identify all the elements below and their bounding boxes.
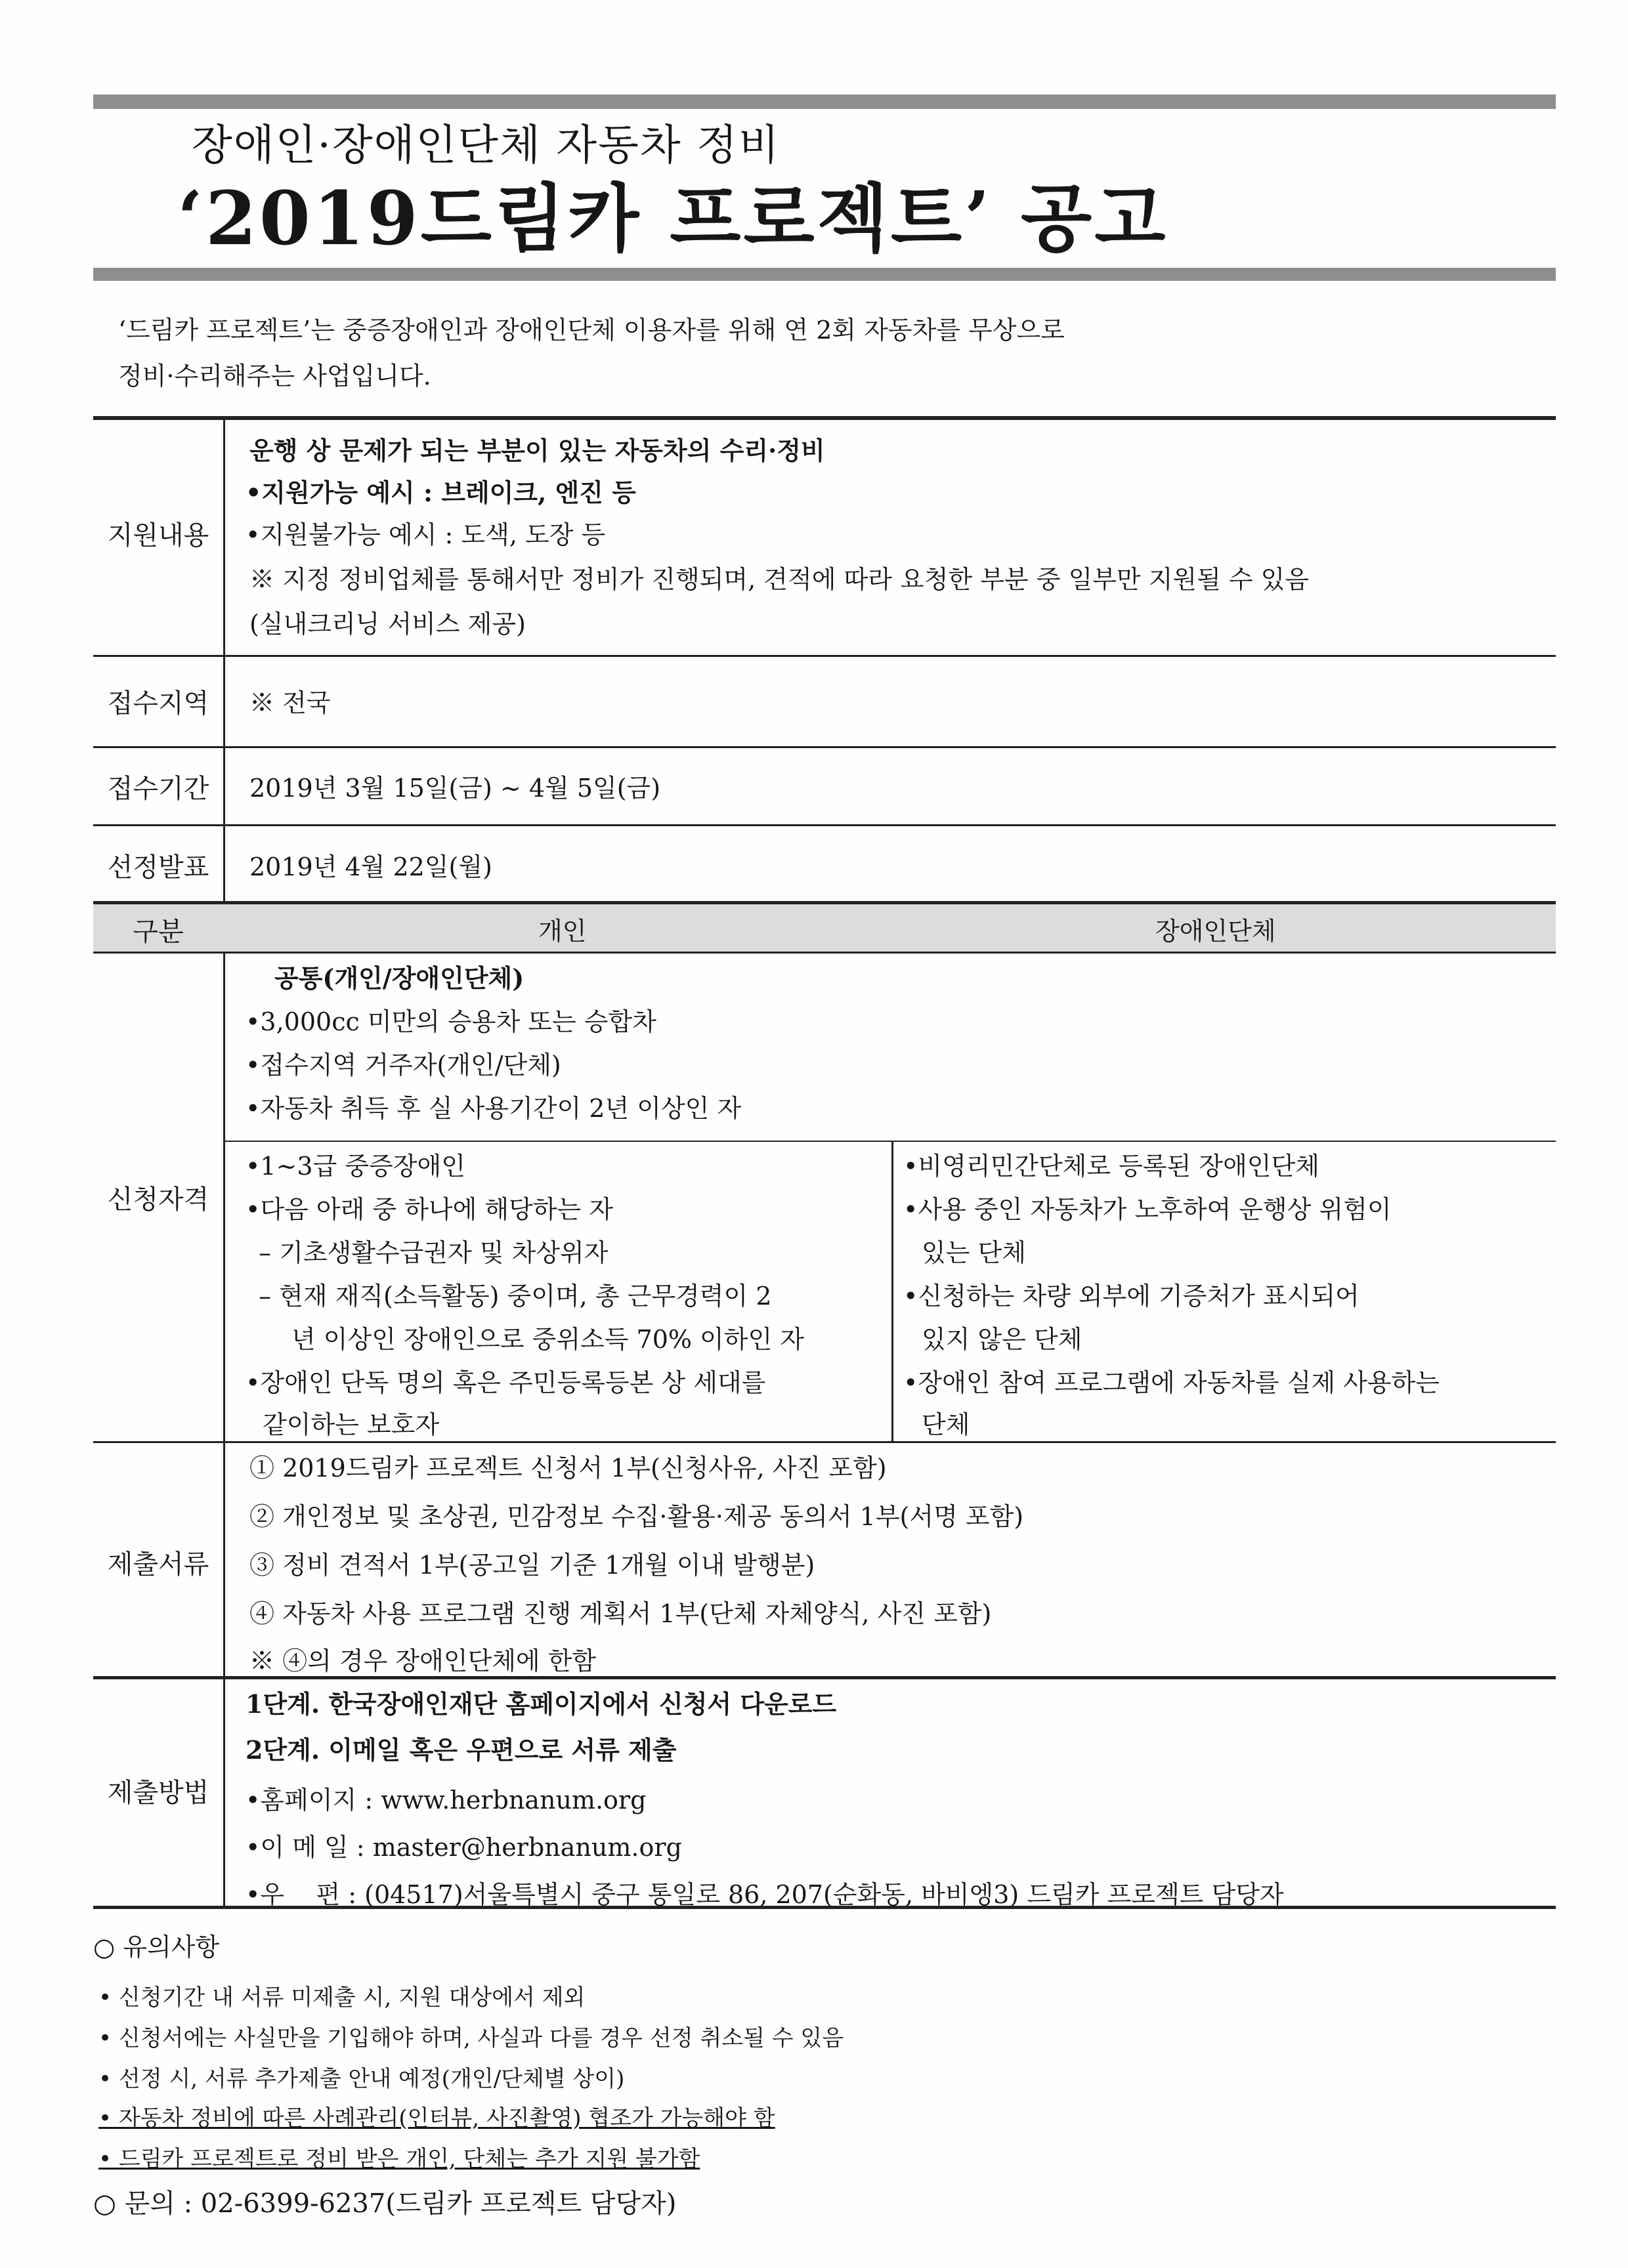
row-divider bbox=[93, 746, 1556, 748]
support-impossible: •지원불가능 예시 : 도색, 도장 등 bbox=[246, 520, 606, 549]
docs-item-2: ② 개인정보 및 초상권, 민감정보 수집·활용·제공 동의서 1부(서명 포함) bbox=[249, 1502, 1024, 1531]
intro-line-2: 정비·수리해주는 사업입니다. bbox=[118, 362, 431, 390]
docs-label: 제출서류 bbox=[107, 1549, 209, 1580]
support-line-5: (실내크리닝 서비스 제공) bbox=[249, 610, 526, 639]
notes-title: ○ 유의사항 bbox=[93, 1933, 220, 1962]
method-mail bbox=[246, 1874, 1284, 1910]
method-email bbox=[246, 1827, 682, 1863]
intro-line-1: ‘드림카 프로젝트’는 중증장애인과 장애인단체 이용자를 위해 연 2회 자동차를 무상으로 bbox=[118, 316, 1065, 345]
title-top-bar bbox=[93, 94, 1556, 109]
method-step-2: 2단계. 이메일 혹은 우편으로 서류 제출 bbox=[246, 1735, 677, 1765]
note-5: • 드림카 프로젝트로 정비 받은 개인, 단체는 추가 지원 불가함 bbox=[98, 2146, 700, 2172]
method-step-1: 1단계. 한국장애인재단 홈페이지에서 신청서 다운로드 bbox=[246, 1689, 837, 1719]
row-divider bbox=[93, 1441, 1556, 1443]
qual-header-bg bbox=[93, 904, 1556, 952]
note-3: • 선정 시, 서류 추가제출 안내 예정(개인/단체별 상이) bbox=[98, 2066, 625, 2092]
qual-common-1: •3,000cc 미만의 승용차 또는 승합차 bbox=[246, 1007, 656, 1036]
qual-individual-4: – 현재 재직(소득활동) 중이며, 총 근무경력이 2 bbox=[259, 1282, 772, 1311]
note-1: • 신청기간 내 서류 미제출 시, 지원 대상에서 제외 bbox=[98, 1984, 586, 2011]
docs-item-4: ④ 자동차 사용 프로그램 진행 계획서 1부(단체 자체양식, 사진 포함) bbox=[249, 1599, 992, 1628]
qual-individual-6: •장애인 단독 명의 혹은 주민등록등본 상 세대를 bbox=[246, 1368, 766, 1397]
homepage-link[interactable]: www.herbnanum.org bbox=[381, 1786, 647, 1815]
qual-individual-2: •다음 아래 중 하나에 해당하는 자 bbox=[246, 1195, 614, 1224]
qual-group-5: 있지 않은 단체 bbox=[922, 1325, 1082, 1354]
region-value: ※ 전국 bbox=[249, 688, 331, 717]
support-label: 지원내용 bbox=[107, 520, 209, 551]
qual-group-2: •사용 중인 자동차가 노후하여 운행상 위험이 bbox=[903, 1195, 1392, 1224]
title-bottom-bar bbox=[93, 268, 1556, 281]
mail-address: (04517)서울특별시 중구 통일로 86, 207(순화동, 바비엥3) 드림카 프로젝트 담당자 bbox=[364, 1880, 1284, 1909]
intro-text bbox=[118, 307, 1536, 399]
table-top-rule bbox=[93, 416, 1556, 420]
qual-common-2: •접수지역 거주자(개인/단체) bbox=[246, 1051, 561, 1080]
notice-title: ‘2019드림카 프로젝트’ 공고 bbox=[177, 176, 1168, 262]
individual-group-divider bbox=[891, 1141, 893, 1442]
docs-item-3: ③ 정비 견적서 1부(공고일 기준 1개월 이내 발행분) bbox=[249, 1551, 815, 1580]
note-4: • 자동차 정비에 따른 사례관리(인터뷰, 사진촬영) 협조가 가능해야 함 bbox=[98, 2105, 775, 2132]
homepage-label: •홈페이지 : bbox=[246, 1786, 374, 1815]
qual-group-4: •신청하는 차량 외부에 기증처가 표시되어 bbox=[903, 1282, 1360, 1311]
method-homepage bbox=[246, 1780, 646, 1816]
contact-line: ○ 문의 : 02-6399-6237(드림카 프로젝트 담당자) bbox=[93, 2189, 677, 2219]
qual-individual-7: 같이하는 보호자 bbox=[263, 1410, 440, 1439]
docs-item-5: ※ ④의 경우 장애인단체에 한함 bbox=[249, 1647, 597, 1675]
qual-common-title: 공통(개인/장애인단체) bbox=[274, 963, 525, 993]
support-possible: •지원가능 예시 : 브레이크, 엔진 등 bbox=[246, 478, 636, 507]
qual-header-individual: 개인 bbox=[538, 917, 587, 946]
support-line-4: ※ 지정 정비업체를 통해서만 정비가 진행되며, 견적에 따라 요청한 부분 중 일부만 지원될 수 있음 bbox=[249, 565, 1310, 594]
period-value: 2019년 3월 15일(금) ~ 4월 5일(금) bbox=[249, 774, 661, 803]
qual-label: 신청자격 bbox=[107, 1185, 209, 1215]
mail-label: •우 편 : bbox=[246, 1880, 357, 1909]
email-link[interactable]: master@herbnanum.org bbox=[372, 1833, 682, 1862]
qual-individual-5: 년 이상인 장애인으로 중위소득 70% 이하인 자 bbox=[291, 1325, 804, 1354]
qual-header-group: 장애인단체 bbox=[1155, 917, 1276, 946]
notice-subtitle: 장애인·장애인단체 자동차 정비 bbox=[192, 121, 781, 170]
announce-label: 선정발표 bbox=[107, 852, 209, 883]
method-label: 제출방법 bbox=[107, 1778, 209, 1808]
period-label: 접수기간 bbox=[107, 774, 209, 804]
support-line-3 bbox=[246, 514, 605, 551]
announce-value: 2019년 4월 22일(월) bbox=[249, 852, 492, 881]
docs-item-1: ① 2019드림카 프로젝트 신청서 1부(신청사유, 사진 포함) bbox=[249, 1454, 887, 1482]
qual-group-7: 단체 bbox=[922, 1410, 970, 1439]
qual-group-6: •장애인 참여 프로그램에 자동차를 실제 사용하는 bbox=[903, 1368, 1440, 1397]
row-divider bbox=[93, 655, 1556, 657]
row-divider bbox=[93, 824, 1556, 826]
region-label: 접수지역 bbox=[107, 688, 209, 719]
qual-individual-1: •1~3급 중증장애인 bbox=[246, 1152, 465, 1181]
qual-group-1: •비영리민간단체로 등록된 장애인단체 bbox=[903, 1152, 1319, 1181]
email-label: •이 메 일 : bbox=[246, 1833, 365, 1862]
qual-individual-3: – 기초생활수급권자 및 차상위자 bbox=[259, 1238, 609, 1267]
label-column-divider bbox=[223, 418, 225, 1908]
subrow-divider bbox=[225, 1141, 1556, 1142]
qual-common-3: •자동차 취득 후 실 사용기간이 2년 이상인 자 bbox=[246, 1094, 742, 1123]
note-2: • 신청서에는 사실만을 기입해야 하며, 사실과 다를 경우 선정 취소될 수 있음 bbox=[98, 2025, 844, 2051]
row-divider bbox=[93, 952, 1556, 954]
qual-group-3: 있는 단체 bbox=[922, 1238, 1026, 1267]
support-line-2 bbox=[246, 472, 636, 509]
qual-header-category: 구분 bbox=[133, 917, 184, 947]
support-line-1: 운행 상 문제가 되는 부분이 있는 자동차의 수리·정비 bbox=[249, 436, 825, 465]
